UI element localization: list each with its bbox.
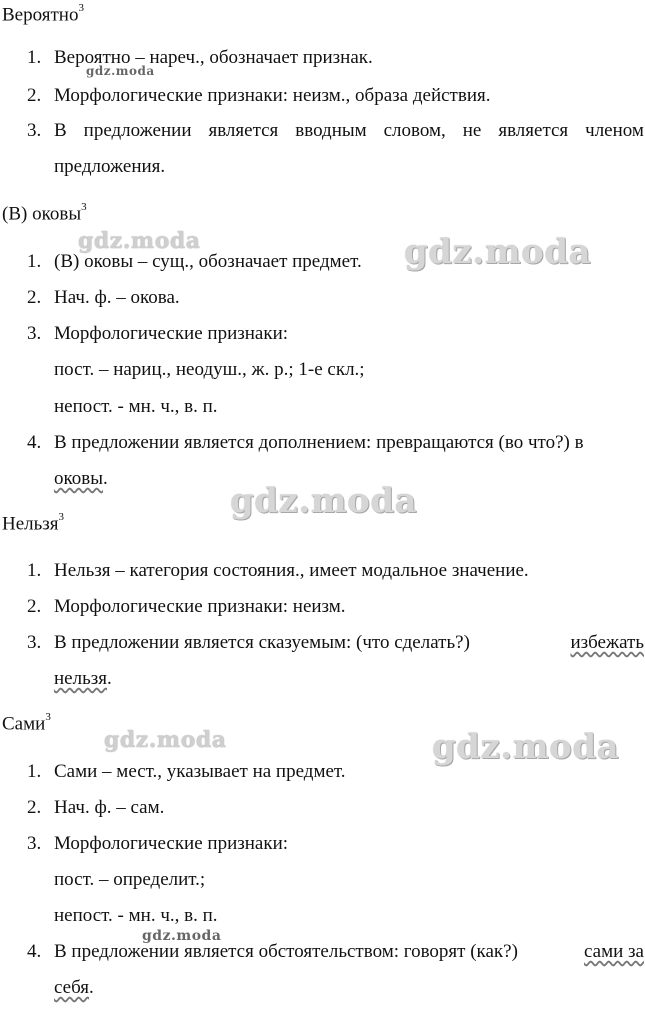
underlined-word: сами за [584, 941, 644, 962]
section-heading: Нельзя$^3$ [2, 511, 65, 535]
item-text: Нач. ф. – окова. [54, 287, 180, 308]
item-number: 1. [27, 761, 42, 782]
underlined-word: себя [54, 977, 90, 998]
item-number: 1. [27, 47, 42, 68]
underlined-word: избежать [570, 632, 644, 653]
item-number: 4. [27, 941, 42, 962]
item-number: 3. [27, 833, 42, 854]
section-heading: Вероятно$^3$ [2, 2, 84, 26]
item-number: 2. [27, 85, 42, 106]
item-text-continued: нельзя. [54, 668, 112, 689]
item-text: В предложении является сказуемым: (что сделать?) избежать [54, 632, 644, 653]
item-number: 1. [27, 560, 42, 581]
item-text-continued: непост. - мн. ч., в. п. [54, 396, 218, 417]
underlined-word: нельзя [54, 668, 107, 689]
item-text-continued: пост. – нариц., неодуш., ж. р.; 1-е скл.; [54, 359, 365, 380]
watermark: gdz.moda [404, 232, 592, 272]
footnote-mark: 3 [45, 711, 51, 723]
section-heading: (В) оковы$^3$ [2, 201, 87, 225]
item-text: Нельзя – категория состояния., имеет модальное значение. [54, 560, 529, 581]
watermark: gdz.moda [104, 727, 227, 753]
item-text-continued: непост. - мн. ч., в. п. [54, 905, 218, 926]
item-number: 3. [27, 632, 42, 653]
watermark: gdz.moda [432, 727, 620, 767]
item-text: Морфологические признаки: неизм. [54, 596, 346, 617]
item-number: 3. [27, 323, 42, 344]
item-number: 4. [27, 432, 42, 453]
item-number: 1. [27, 251, 42, 272]
item-text: Морфологические признаки: [54, 323, 289, 344]
watermark: gdz.moda [230, 481, 418, 521]
item-number: 2. [27, 287, 42, 308]
item-text-continued: себя. [54, 977, 94, 998]
item-text-continued: пост. – определит.; [54, 869, 206, 890]
item-number: 2. [27, 596, 42, 617]
footnote-mark: 3 [81, 201, 87, 213]
item-text: (В) оковы – сущ., обозначает предмет. [54, 251, 362, 272]
item-number: 3. [27, 120, 42, 141]
footnote-mark: 3 [58, 511, 65, 523]
item-text: Сами – мест., указывает на предмет. [54, 761, 346, 782]
item-text: Морфологические признаки: неизм., образа действия. [54, 85, 491, 106]
item-number: 2. [27, 797, 42, 818]
item-text: В предложении является дополнением: превращаются (во что?) в [54, 432, 584, 453]
footnote-mark: 3 [78, 2, 84, 14]
watermark: gdz.moda [86, 64, 155, 78]
item-text-continued: предложения. [54, 156, 166, 177]
item-text: Вероятно – нареч., обозначает признак. [54, 47, 373, 68]
item-text-continued: оковы. [54, 468, 108, 489]
watermark: gdz.moda [142, 928, 222, 944]
item-text: Нач. ф. – сам. [54, 797, 165, 818]
underlined-word: оковы [54, 468, 104, 489]
item-text: В предложении является обстоятельством: говорят (как?) сами за [54, 941, 644, 962]
item-text: В предложении является вводным словом, не является членом [54, 120, 644, 141]
item-text: Морфологические признаки: [54, 833, 289, 854]
watermark: gdz.moda [78, 228, 201, 254]
section-heading: Сами$^3$ [2, 711, 51, 735]
